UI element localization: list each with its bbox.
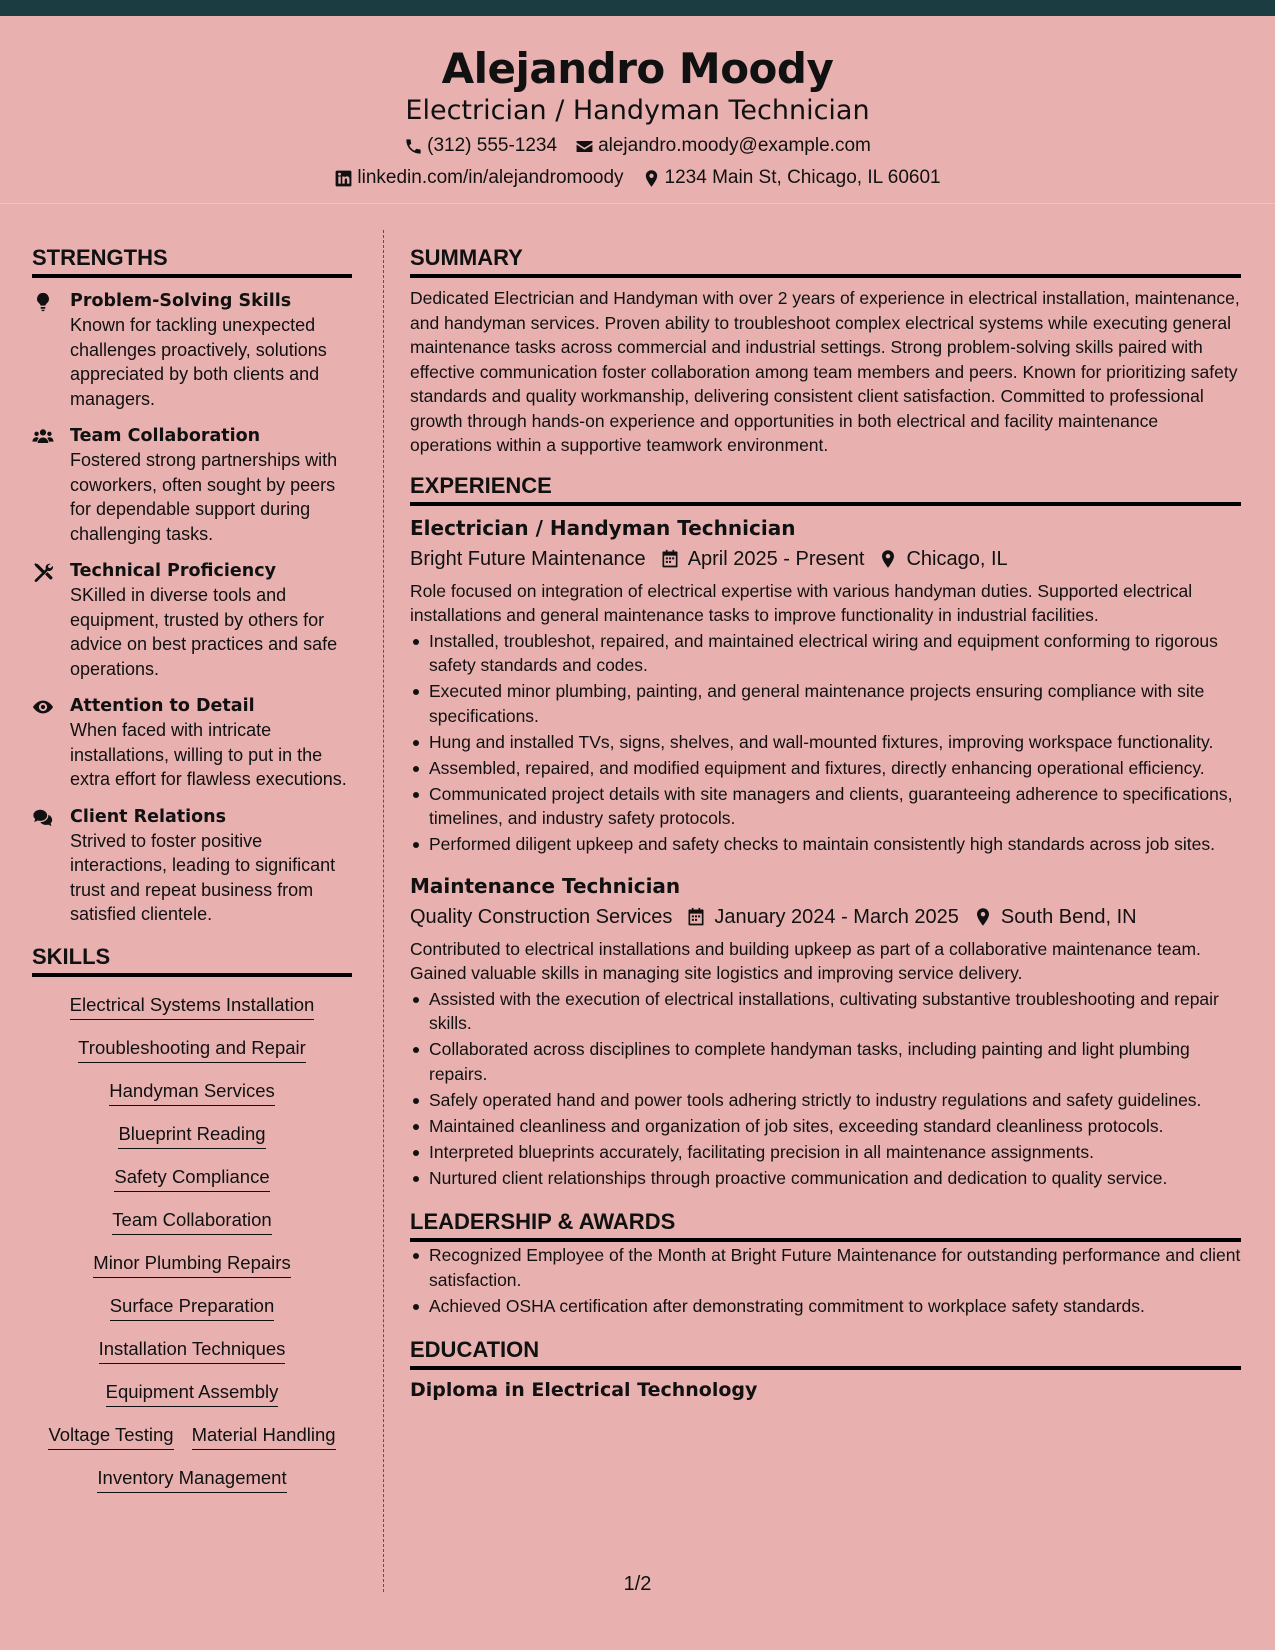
list-item: Maintained cleanliness and organization of job sites, exceeding standard cleanliness protocols. (410, 1114, 1241, 1139)
linkedin-text: linkedin.com/in/alejandromoody (357, 167, 624, 188)
list-item: Collaborated across disciplines to complete handyman tasks, including painting and light plumbing repairs. (410, 1037, 1241, 1086)
skills-heading: SKILLS (32, 943, 352, 977)
experience-section (410, 472, 1241, 1191)
job-bullets (410, 629, 1241, 857)
strength-description: Fostered strong partnerships with coworkers, often sought by peers for dependable support during challenging tasks. (70, 450, 338, 544)
strengths-heading: STRENGTHS (32, 244, 352, 278)
experience-heading: EXPERIENCE (410, 472, 1241, 506)
phone-icon (404, 137, 423, 156)
right-column (410, 244, 1241, 1403)
job-location: Chicago, IL (906, 547, 1008, 570)
job-title: Electrician / Handyman Technician (410, 515, 796, 540)
education-heading: EDUCATION (410, 1336, 1241, 1370)
list-item: Assembled, repaired, and modified equipment and fixtures, directly enhancing operational efficiency. (410, 756, 1241, 781)
list-item: Hung and installed TVs, signs, shelves, and wall-mounted fixtures, improving workspace functionality. (410, 730, 1241, 755)
skill-tag: Safety Compliance (114, 1163, 269, 1192)
strength-item (32, 289, 352, 411)
skill-tag: Equipment Assembly (106, 1378, 279, 1407)
education-degree: Diploma in Electrical Technology (410, 1379, 758, 1401)
leadership-section (410, 1208, 1241, 1318)
strength-item (32, 424, 352, 546)
strength-description: When faced with intricate installations, willing to put in the extra effort for flawless executions. (70, 720, 347, 789)
column-divider (383, 230, 384, 1592)
job-location: South Bend, IN (1000, 905, 1137, 928)
skill-tag: Installation Techniques (99, 1335, 286, 1364)
linkedin-icon (334, 169, 353, 188)
skill-tag: Blueprint Reading (118, 1120, 265, 1149)
phone-contact (404, 134, 557, 158)
job-description: Role focused on integration of electrical expertise with various handyman duties. Supported electrical installations and general maintenance tasks to improve functionality in industrial facilities. (410, 580, 1193, 625)
education-section (410, 1336, 1241, 1403)
list-item: Performed diligent upkeep and safety checks to maintain consistently high standards across job sites. (410, 832, 1241, 857)
envelope-icon (575, 137, 594, 156)
top-accent-bar (0, 0, 1275, 16)
list-item: Communicated project details with site managers and clients, guaranteeing adherence to specifications, timelines, and industry safety protocols. (410, 782, 1241, 831)
leadership-heading: LEADERSHIP & AWARDS (410, 1208, 1241, 1242)
skill-tag: Troubleshooting and Repair (78, 1034, 306, 1063)
contact-row-1 (0, 134, 1275, 158)
lightbulb-icon (32, 291, 54, 313)
eye-icon (32, 696, 54, 718)
list-item: Executed minor plumbing, painting, and general maintenance projects ensuring compliance with site specifications. (410, 679, 1241, 728)
strength-item (32, 694, 352, 792)
strength-item (32, 805, 352, 927)
map-marker-icon (878, 549, 898, 569)
skill-tag: Voltage Testing (48, 1421, 173, 1450)
email-text: alejandro.moody@example.com (598, 135, 871, 156)
list-item: Nurtured client relationships through proactive communication and dedication to quality service. (410, 1166, 1241, 1191)
skill-tag: Handyman Services (109, 1077, 275, 1106)
leadership-list (410, 1243, 1241, 1318)
address-contact (642, 166, 941, 190)
list-item: Safely operated hand and power tools adhering strictly to industry regulations and safety guidelines. (410, 1088, 1241, 1113)
strength-description: SKilled in diverse tools and equipment, trusted by others for advice on best practices and safe operations. (70, 585, 338, 679)
job-meta (410, 903, 1241, 931)
comments-icon (32, 807, 54, 829)
strength-description: Strived to foster positive interactions, leading to significant trust and repeat business from satisfied clientele. (70, 830, 336, 924)
skill-tag: Minor Plumbing Repairs (93, 1249, 290, 1278)
company-name: Quality Construction Services (410, 905, 673, 928)
strength-title: Technical Proficiency (70, 561, 276, 581)
list-item: Achieved OSHA certification after demonstrating commitment to workplace safety standards. (410, 1294, 1241, 1319)
skill-tag: Inventory Management (97, 1464, 286, 1493)
candidate-title: Electrician / Handyman Technician (405, 95, 870, 126)
map-marker-icon (973, 907, 993, 927)
linkedin-contact[interactable] (334, 166, 623, 190)
page-number: 1/2 (623, 1573, 652, 1595)
summary-heading: SUMMARY (410, 244, 1241, 278)
skill-tag: Electrical Systems Installation (70, 991, 315, 1020)
strength-title: Attention to Detail (70, 696, 255, 716)
list-item: Installed, troubleshot, repaired, and maintained electrical wiring and equipment conforming to rigorous safety standards and codes. (410, 629, 1241, 678)
job-title: Maintenance Technician (410, 873, 681, 898)
skills-section (32, 943, 352, 1493)
company-name: Bright Future Maintenance (410, 547, 646, 570)
strengths-list (32, 289, 352, 927)
left-column (32, 244, 352, 1493)
skills-list (32, 991, 352, 1493)
map-marker-icon (642, 169, 661, 188)
job-meta (410, 545, 1241, 573)
strength-title: Team Collaboration (70, 426, 261, 446)
candidate-name: Alejandro Moody (441, 44, 834, 93)
calendar-icon (660, 549, 680, 569)
strength-title: Problem-Solving Skills (70, 291, 292, 311)
skill-tag: Team Collaboration (112, 1206, 271, 1235)
contact-row-2 (0, 166, 1275, 190)
address-text: 1234 Main St, Chicago, IL 60601 (664, 167, 941, 188)
phone-text: (312) 555-1234 (427, 135, 558, 156)
summary-text: Dedicated Electrician and Handyman with over 2 years of experience in electrical installation, maintenance, and handyman services. Proven ability to troubleshoot complex electrical systems while executing general maintenance tasks across commercial and industrial settings. Strong problem-solving skills paired with effective communication foster collaboration among team members and peers. Known for prioritizing safety standards and quality workmanship, delivering consistent client satisfaction. Committed to professional growth through hands-on experience and opportunities in both electrical and facility maintenance operations within a supportive teamwork environment. (410, 288, 1240, 455)
list-item: Interpreted blueprints accurately, facilitating precision in all maintenance assignments. (410, 1140, 1241, 1165)
job-entry (410, 515, 1241, 857)
skill-tag: Material Handling (192, 1421, 336, 1450)
skill-tag: Surface Preparation (110, 1292, 275, 1321)
job-description: Contributed to electrical installations and building upkeep as part of a collaborative maintenance team. Gained valuable skills in managing site logistics and improving service delivery. (410, 938, 1201, 983)
users-icon (32, 426, 54, 448)
job-dates: January 2024 - March 2025 (714, 905, 959, 928)
strength-item (32, 559, 352, 681)
email-contact[interactable] (575, 134, 871, 158)
job-dates: April 2025 - Present (687, 547, 865, 570)
strength-title: Client Relations (70, 806, 227, 827)
job-entry (410, 873, 1241, 1191)
list-item: Assisted with the execution of electrical installations, cultivating substantive troubleshooting and repair skills. (410, 987, 1241, 1036)
job-bullets (410, 987, 1241, 1191)
strength-description: Known for tackling unexpected challenges proactively, solutions appreciated by both clients and managers. (70, 315, 327, 409)
tools-icon (32, 561, 54, 583)
calendar-icon (686, 907, 706, 927)
list-item: Recognized Employee of the Month at Bright Future Maintenance for outstanding performance and client satisfaction. (410, 1243, 1241, 1292)
resume-header (0, 16, 1275, 204)
